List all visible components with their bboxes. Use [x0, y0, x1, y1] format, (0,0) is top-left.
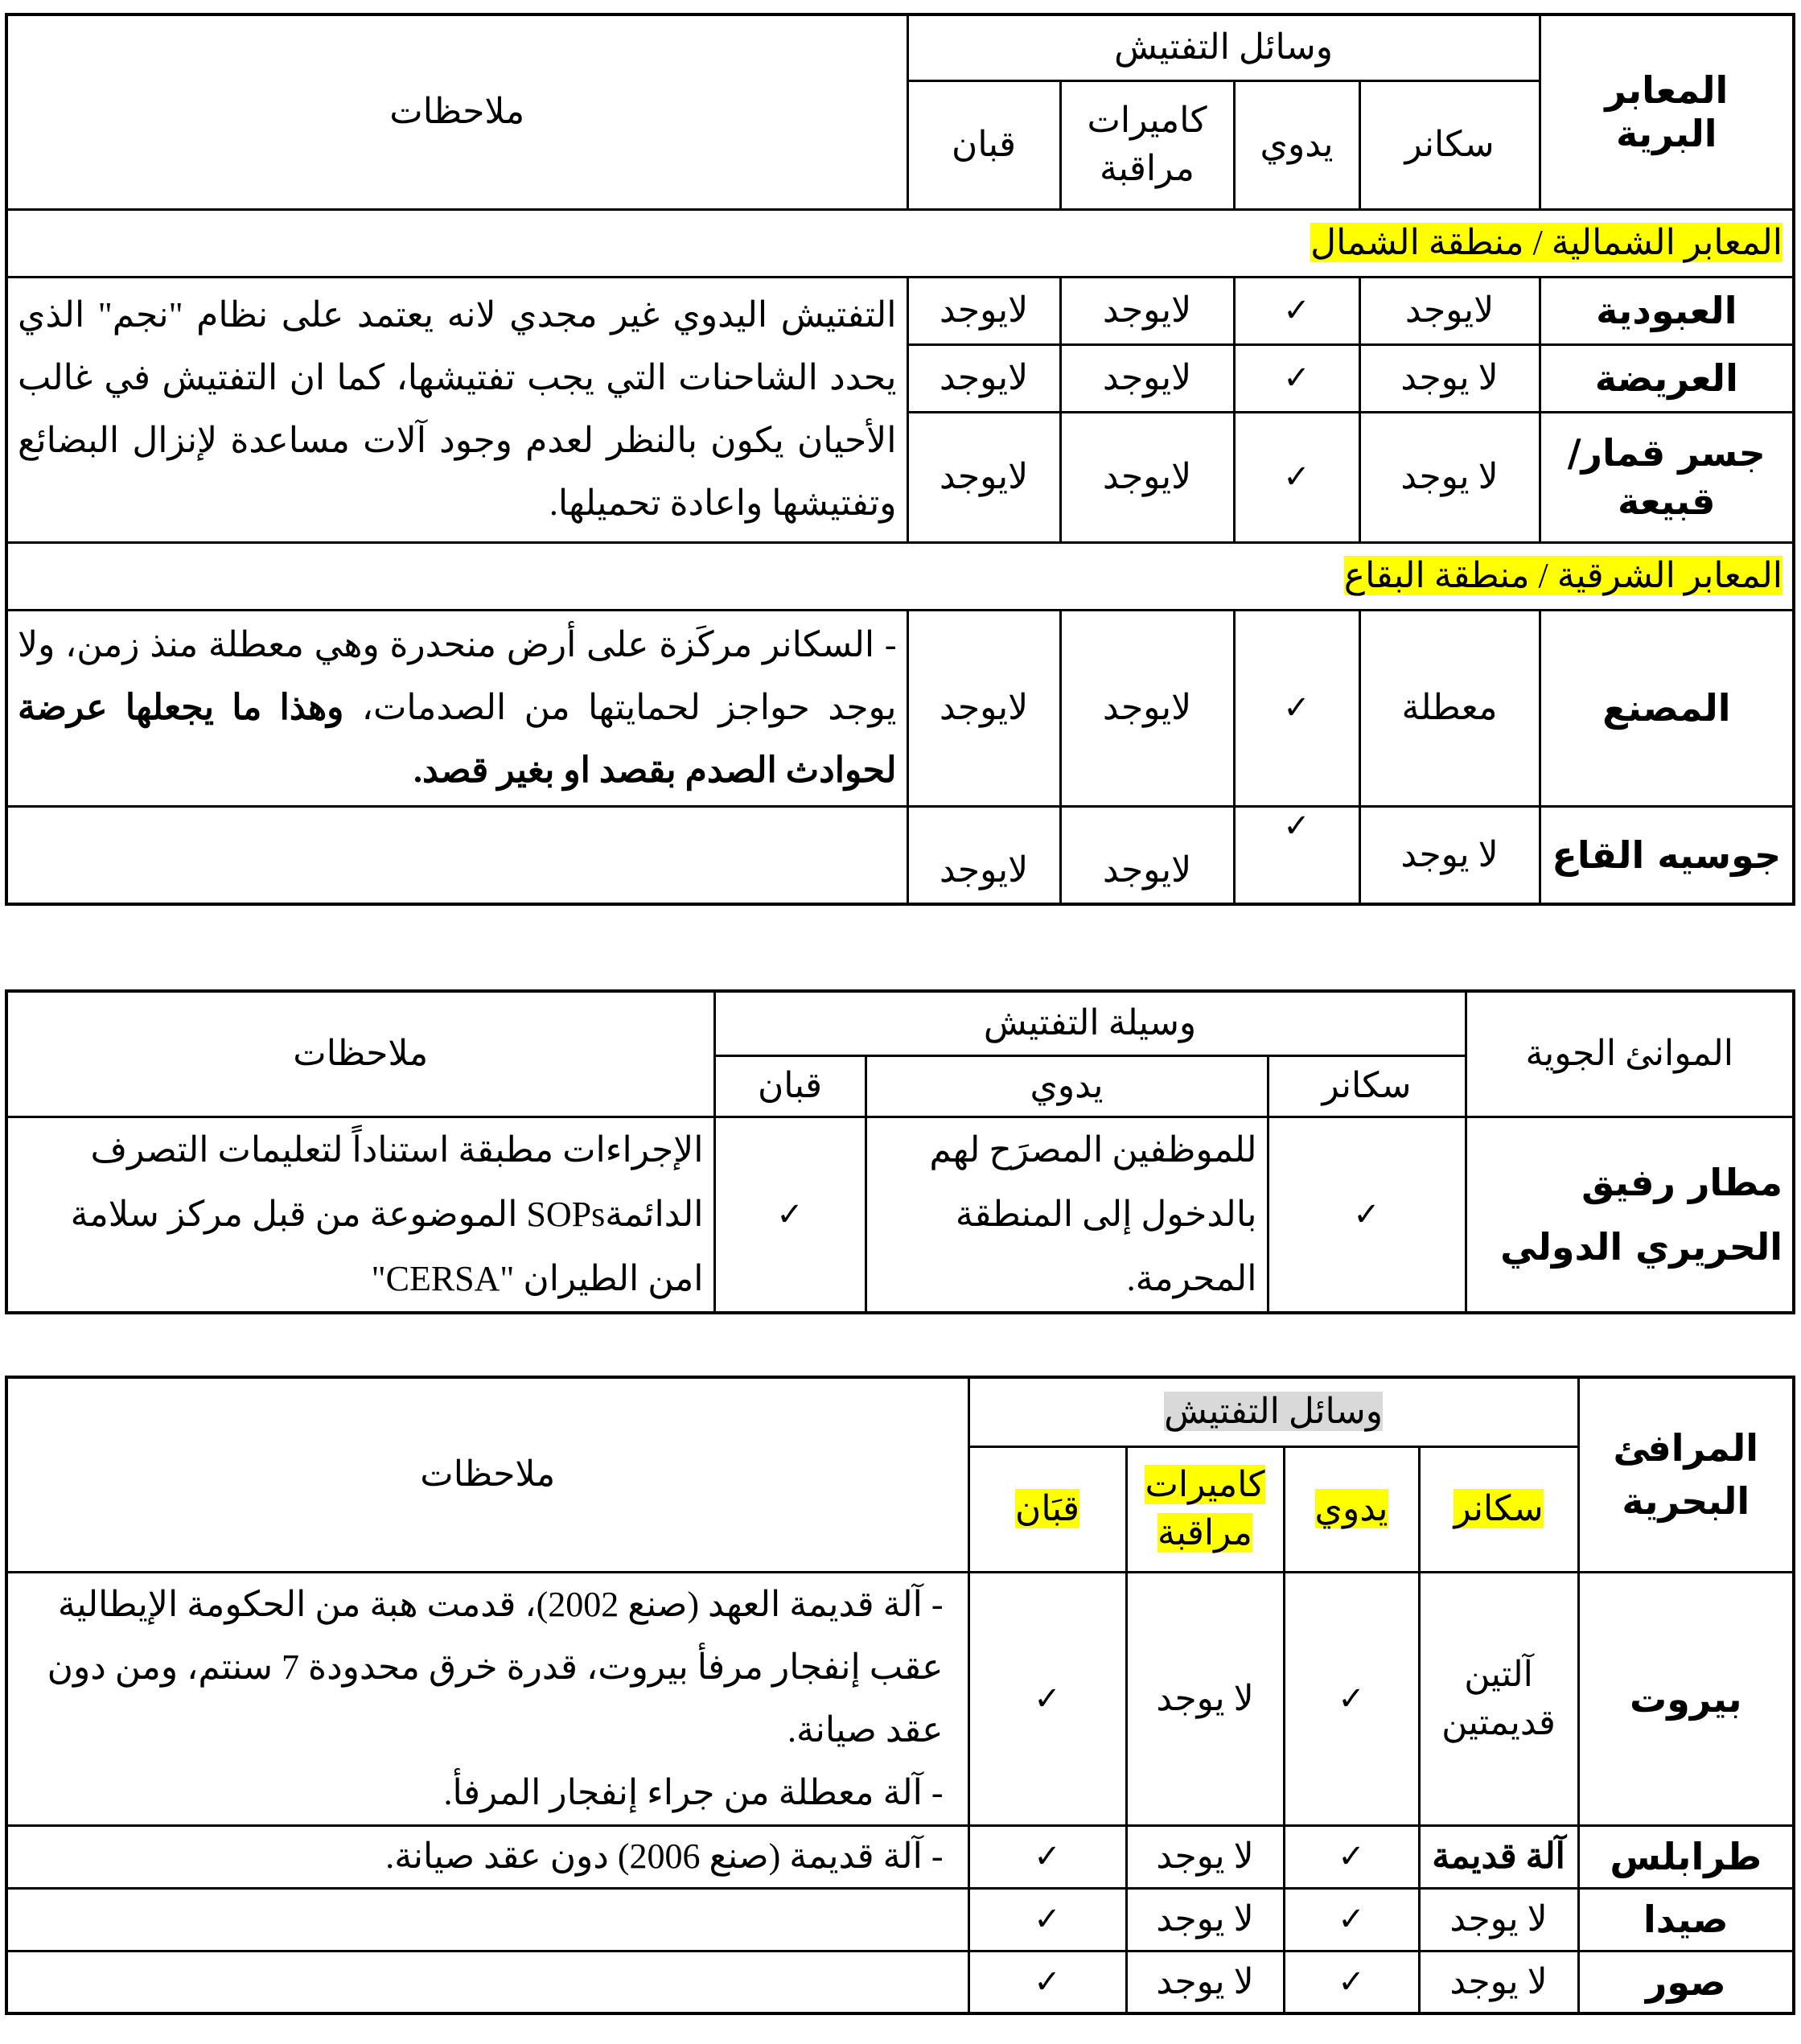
section-title: المعابر الشرقية / منطقة البقاع [1343, 556, 1783, 595]
col-header-notes: ملاحظات [6, 991, 714, 1117]
col-header-crossing: المعابر البرية [1540, 14, 1794, 209]
notes-cell: الإجراءات مطبقة استناداً لتعليمات التصرف الدائمةSOPs الموضوعة من قبل مركز سلامة امن الطيران "CERSA" [6, 1117, 714, 1313]
note-line: - آلة معطلة من جراء إنفجار المرفأ. [443, 1772, 944, 1812]
port-name: صيدا [1578, 1888, 1794, 1951]
scanner-cell: آلة قديمة [1419, 1825, 1578, 1888]
cameras-cell: لا يوجد [1126, 1572, 1284, 1825]
section-row-north [6, 209, 1794, 277]
table-row [6, 1951, 1794, 2013]
notes-cell [6, 1888, 968, 1951]
scanner-cell: لا يوجد [1419, 1888, 1578, 1951]
check-icon: ✓ [1234, 806, 1359, 904]
scanner-cell: لا يوجد [1419, 1951, 1578, 2013]
col-header-scanner [1419, 1446, 1578, 1572]
table-row [6, 1572, 1794, 1825]
crossing-name: جسر قمار/ قبيعة [1540, 412, 1794, 542]
scale-cell: لايوجد [907, 344, 1060, 412]
table-row [6, 1825, 1794, 1888]
check-icon: ✓ [1284, 1888, 1419, 1951]
check-icon: ✓ [968, 1888, 1126, 1951]
scanner-cell: معطلة [1359, 610, 1540, 806]
airport-name: مطار رفيق الحريري الدولي [1466, 1117, 1794, 1313]
cameras-cell: لا يوجد [1126, 1888, 1284, 1951]
port-name: صور [1578, 1951, 1794, 2013]
table-row [6, 610, 1794, 806]
cameras-cell: لا يوجد [1126, 1951, 1284, 2013]
notes-cell: التفتيش اليدوي غير مجدي لانه يعتمد على نظام "نجم" الذي يحدد الشاحنات التي يجب تفتيشها، كما ان التفتيش في غالب الأحيان يكون بالنظر لعدم وجود آلات مساعدة لإنزال البضائع وتفتيشها واعادة تحميلها. [6, 277, 907, 542]
scanner-cell: لا يوجد [1359, 412, 1540, 542]
col-header-means: وسائل التفتيش [907, 14, 1540, 80]
cameras-cell: لايوجد [1060, 277, 1234, 344]
table-row [6, 277, 1794, 344]
seaports-table [5, 1376, 1795, 2015]
col-header-notes: ملاحظات [6, 14, 907, 209]
note-line: - آلة قديمة العهد (صنع 2002)، قدمت هبة من الحكومة الإيطالية عقب إنفجار مرفأ بيروت، قدرة خرق محدودة 7 سنتم، ومن دون عقد صيانة. [47, 1584, 944, 1750]
check-icon: ✓ [1234, 277, 1359, 344]
check-icon: ✓ [968, 1825, 1126, 1888]
table-row [6, 1888, 1794, 1951]
cameras-cell: لايوجد [1060, 344, 1234, 412]
notes-cell [6, 1572, 968, 1825]
cameras-cell: لايوجد [1060, 610, 1234, 806]
means-label: وسائل التفتيش [1164, 1392, 1383, 1432]
col-header-manual [1284, 1446, 1419, 1572]
scale-label: قبَان [1015, 1489, 1080, 1528]
port-name: طرابلس [1578, 1825, 1794, 1888]
col-header-means: وسيلة التفتيش [714, 991, 1466, 1055]
table-row [6, 1117, 1794, 1313]
check-icon: ✓ [1284, 1572, 1419, 1825]
land-crossings-table [5, 13, 1795, 906]
col-header-scanner: سكانر [1268, 1055, 1466, 1117]
check-icon: ✓ [1268, 1117, 1466, 1313]
cameras-cell: لا يوجد [1126, 1825, 1284, 1888]
check-icon: ✓ [968, 1572, 1126, 1825]
port-name: بيروت [1578, 1572, 1794, 1825]
crossing-name: جوسيه القاع [1540, 806, 1794, 904]
notes-cell: - آلة قديمة (صنع 2006) دون عقد صيانة. [6, 1825, 968, 1888]
manual-label: يدوي [1314, 1489, 1388, 1528]
section-title: المعابر الشمالية / منطقة الشمال [1310, 223, 1783, 262]
col-header-ports: الموانئ الجوية [1466, 991, 1794, 1117]
scale-cell: لايوجد [907, 277, 1060, 344]
scanner-label: سكانر [1454, 1489, 1544, 1528]
scanner-cell: لا يوجد [1359, 344, 1540, 412]
col-header-notes: ملاحظات [6, 1377, 968, 1572]
notes-cell [6, 806, 907, 904]
note-text: - السكانر مركَزة على أرض منحدرة وهي معطلة منذ زمن، ولا يوجد حواجز لحمايتها من الصدمات، [18, 625, 897, 727]
check-icon: ✓ [714, 1117, 866, 1313]
scale-cell: لايوجد [907, 412, 1060, 542]
check-icon: ✓ [1234, 344, 1359, 412]
check-icon: ✓ [1284, 1951, 1419, 2013]
crossing-name: المصنع [1540, 610, 1794, 806]
note-bold-text: وهذا ما يجعلها عرضة لحوادث الصدم بقصد او بغير قصد. [18, 688, 897, 790]
col-header-manual: يدوي [866, 1055, 1268, 1117]
table-row [6, 806, 1794, 904]
scanner-cell: لا يوجد [1359, 806, 1540, 904]
crossing-name: العبودية [1540, 277, 1794, 344]
scanner-cell: لايوجد [1359, 277, 1540, 344]
check-icon: ✓ [968, 1951, 1126, 2013]
col-header-ports: المرافئ البحرية [1578, 1377, 1794, 1572]
col-header-cameras: كاميرات مراقبة [1060, 80, 1234, 209]
cameras-label: كاميرات مراقبة [1145, 1465, 1265, 1553]
col-header-cameras [1126, 1446, 1284, 1572]
notes-cell [6, 610, 907, 806]
airports-table [5, 989, 1795, 1314]
scale-cell: لايوجد [907, 610, 1060, 806]
section-row-east [6, 542, 1794, 610]
check-icon: ✓ [1234, 412, 1359, 542]
check-icon: ✓ [1234, 610, 1359, 806]
scanner-cell: آلتين قديمتين [1419, 1572, 1578, 1825]
notes-cell [6, 1951, 968, 2013]
cameras-cell: لايوجد [1060, 806, 1234, 904]
col-header-scanner: سكانر [1359, 80, 1540, 209]
col-header-manual: يدوي [1234, 80, 1359, 209]
col-header-scale [968, 1446, 1126, 1572]
cameras-cell: لايوجد [1060, 412, 1234, 542]
manual-cell: للموظفين المصرَح لهم بالدخول إلى المنطقة المحرمة. [866, 1117, 1268, 1313]
col-header-scale: قبان [907, 80, 1060, 209]
col-header-means [968, 1377, 1578, 1446]
crossing-name: العريضة [1540, 344, 1794, 412]
scale-cell: لايوجد [907, 806, 1060, 904]
check-icon: ✓ [1284, 1825, 1419, 1888]
col-header-scale: قبان [714, 1055, 866, 1117]
